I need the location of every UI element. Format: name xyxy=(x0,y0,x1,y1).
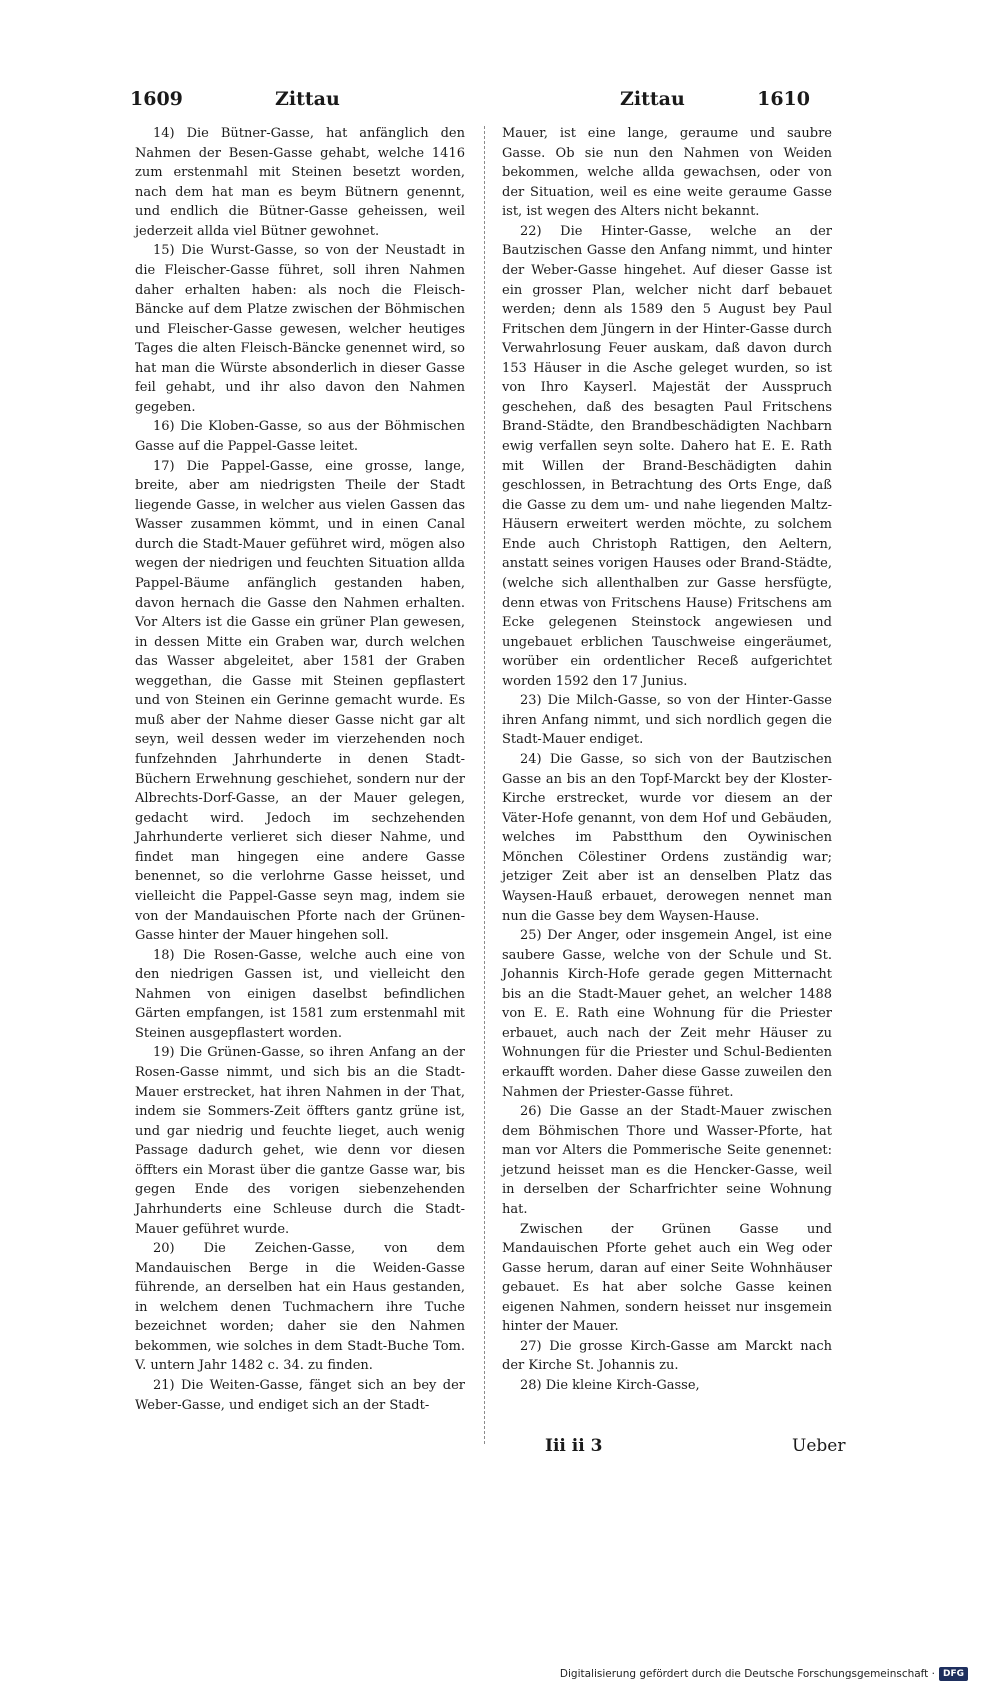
entry-27: 27) Die grosse Kirch-Gasse am Marckt nach der Kirche St. Johannis zu. xyxy=(502,1338,832,1374)
running-title-left: Zittau xyxy=(275,88,340,110)
entry-19: 19) Die Grünen-Gasse, so ihren Anfang an der Rosen-Gasse nimmt, und sich bis an die Stadt-Mauer erstrecket, hat ihren Nahmen in der That, indem sie Sommers-Zeit öffters gantz grüne ist, und gar niedrig und feuchte lieget, auch wenig Passage dadurch gehet, wie denn vor diesen öffters ein Morast über die gantze Gasse war, bis gegen Ende des vorigen siebenzehenden Jahrhunderts eine Schleuse durch die Stadt-Mauer geführet wurde. xyxy=(135,1045,465,1237)
entry-21-continued: Mauer, ist eine lange, geraume und saubre Gasse. Ob sie nun den Nahmen von Weiden bekommen, welche allda gewachsen, oder von der Situation, weil es eine weite geraume Gasse ist, ist wegen des Alters nicht bekannt. xyxy=(502,126,832,220)
running-title-right: Zittau xyxy=(620,88,685,110)
entry-28: 28) Die kleine Kirch-Gasse, xyxy=(520,1378,700,1393)
entry-21-start: 21) Die Weiten-Gasse, fänget sich an bey der Weber-Gasse, und endiget sich an der Stadt- xyxy=(135,1378,465,1413)
left-column xyxy=(135,124,465,1415)
page-number-left: 1609 xyxy=(130,88,183,110)
column-divider xyxy=(484,126,485,1444)
signature-mark: Iii ii 3 xyxy=(545,1436,603,1456)
entry-22: 22) Die Hinter-Gasse, welche an der Bautzischen Gasse den Anfang nimmt, und hinter der Weber-Gasse hingehet. Auf dieser Gasse ist ein grosser Plan, welcher nicht darf bebauet werden; denn als 1589 den 5 August bey Paul Fritschen dem Jüngern in der Hinter-Gasse durch Verwahrlosung Feuer auskam, daß davon durch 153 Häuser in die Asche geleget wurden, so ist von Ihro Kayserl. Majestät der Ausspruch geschehen, daß des besagten Paul Fritschens Brand-Städte, den Brandbeschädigten Nachbarn ewig verfallen seyn solte. Dahero hat E. E. Rath mit Willen der Brand-Beschädigten dahin geschlossen, in Betrachtung des Orts Enge, daß die Gasse zu dem um- und nahe liegenden Maltz-Häusern erweitert werden möchte, zu solchem Ende auch Christoph Rattigen, den Aeltern, anstatt seines vorigen Hauses oder Brand-Städte, (welche sich allenthalben zur Gasse hersfügte, denn etwas von Fritschens Hause) Fritschens am Ecke gelegenen Steinstock angewiesen und ungebauet erblichen Tauschweise eingeräumet, worüber ein ordentlicher Receß aufgerichtet worden 1592 den 17 Junius. xyxy=(502,223,832,689)
page-header xyxy=(130,88,810,116)
entry-20: 20) Die Zeichen-Gasse, von dem Mandauischen Berge in die Weiden-Gasse führende, an derselben hat ein Haus gestanden, in welchem denen Tuchmachern ihre Tuche bezeichnet worden; daher sie den Nahmen bekommen, wie solches in dem Stadt-Buche Tom. V. untern Jahr 1482 c. 34. zu finden. xyxy=(135,1241,465,1374)
entry-23: 23) Die Milch-Gasse, so von der Hinter-Gasse ihren Anfang nimmt, und sich nordlich gegen die Stadt-Mauer endiget. xyxy=(502,693,832,748)
entry-24: 24) Die Gasse, so sich von der Bautzischen Gasse an bis an den Topf-Marckt bey der Kloster-Kirche erstrecket, wurde vor diesem an der Väter-Hofe genannt, von dem Hof und Gebäuden, welches im Pabstthum den Oywinischen Mönchen Cölestiner Ordens zuständig war; jetziger Zeit aber ist an denselben Platz das Waysen-Hauß erbauet, derowegen nennet man nun die Gasse bey dem Waysen-Hause. xyxy=(502,752,832,924)
entry-16: 16) Die Kloben-Gasse, so aus der Böhmischen Gasse auf die Pappel-Gasse leitet. xyxy=(135,419,465,454)
entry-25: 25) Der Anger, oder insgemein Angel, ist eine saubere Gasse, welche von der Schule und St. Johannis Kirch-Hofe gerade gegen Mitternacht bis an die Stadt-Mauer gehet, an welcher 1488 von E. E. Rath eine Wohnung für die Priester erbauet, auch nach der Zeit mehr Häuser zu Wohnungen für die Priester und Schul-Bedienten erkaufft worden. Daher diese Gasse zuweilen den Nahmen der Priester-Gasse führet. xyxy=(502,928,832,1100)
entry-26: 26) Die Gasse an der Stadt-Mauer zwischen dem Böhmischen Thore und Wasser-Pforte, hat man vor Alters die Pommerische Seite genennet: jetzund heisset man es die Hencker-Gasse, weil in derselben der Scharfrichter seine Wohnung hat. xyxy=(502,1104,832,1217)
credit-text: Digitalisierung gefördert durch die Deutsche Forschungsgemeinschaft · xyxy=(559,1668,935,1680)
entry-15: 15) Die Wurst-Gasse, so von der Neustadt in die Fleischer-Gasse führet, soll ihren Nahmen daher erhalten haben: als noch die Fleisch-Bäncke auf dem Platze zwischen der Böhmischen und Fleischer-Gasse gewesen, welcher heutiges Tages die alten Fleisch-Bäncke genennet wird, so hat man die Würste absonderlich in dieser Gasse feil gehabt, und ihr also davon den Nahmen gegeben. xyxy=(135,243,465,415)
catchword: Ueber xyxy=(792,1436,846,1456)
right-column xyxy=(502,124,832,1396)
page-number-right: 1610 xyxy=(757,88,810,110)
entry-17: 17) Die Pappel-Gasse, eine grosse, lange, breite, aber am niedrigsten Theile der Stadt liegende Gasse, in welcher aus vielen Gassen das Wasser zusammen kömmt, und in einen Canal durch die Stadt-Mauer geführet wird, mögen also wegen der niedrigen und feuchten Situation allda Pappel-Bäume anfänglich gestanden haben, davon hernach die Gasse den Nahmen erhalten. Vor Alters ist die Gasse ein grüner Plan gewesen, in dessen Mitte ein Graben war, durch welchen das Wasser abgeleitet, aber 1581 der Graben weggethan, die Gasse mit Steinen gepflastert und von Steinen ein Gerinne gemacht wurde. Es muß aber der Nahme dieser Gasse nicht gar alt seyn, weil dessen weder im vierzehenden noch funfzehnden Jahrhunderte in denen Stadt-Büchern Erwehnung geschiehet, sondern nur der Albrechts-Dorf-Gasse, an der Mauer gelegen, gedacht wird. Jedoch im sechzehenden Jahrhunderte verlieret sich dieser Nahme, und findet man hingegen eine andere Gasse benennet, so die verlohrne Gasse heisset, und vielleicht die Pappel-Gasse seyn mag, indem sie von der Mandauischen Pforte nach der Grünen-Gasse hinter der Mauer hingehen soll. xyxy=(135,458,465,944)
paragraph-hinter-der-mauer: Zwischen der Grünen Gasse und Mandauischen Pforte gehet auch ein Weg oder Gasse herum, daran auf einer Seite Wohnhäuser gebauet. Es hat aber solche Gasse keinen eigenen Nahmen, sondern heisset nur insgemein hinter der Mauer. xyxy=(502,1221,832,1335)
digitization-credit xyxy=(560,1667,968,1681)
entry-14: 14) Die Bütner-Gasse, hat anfänglich den Nahmen der Besen-Gasse gehabt, welche 1416 zum erstenmahl mit Steinen besetzt worden, nach dem hat man es beym Bütnern genennt, und endlich die Bütner-Gasse geheissen, weil jederzeit allda viel Bütner gewohnet. xyxy=(135,126,465,239)
entry-18: 18) Die Rosen-Gasse, welche auch eine von den niedrigen Gassen ist, und vielleicht den Nahmen von einigen daselbst befindlichen Gärten empfangen, ist 1581 zum erstenmahl mit Steinen ausgepflastert worden. xyxy=(135,947,465,1041)
dfg-logo: DFG xyxy=(939,1667,968,1681)
